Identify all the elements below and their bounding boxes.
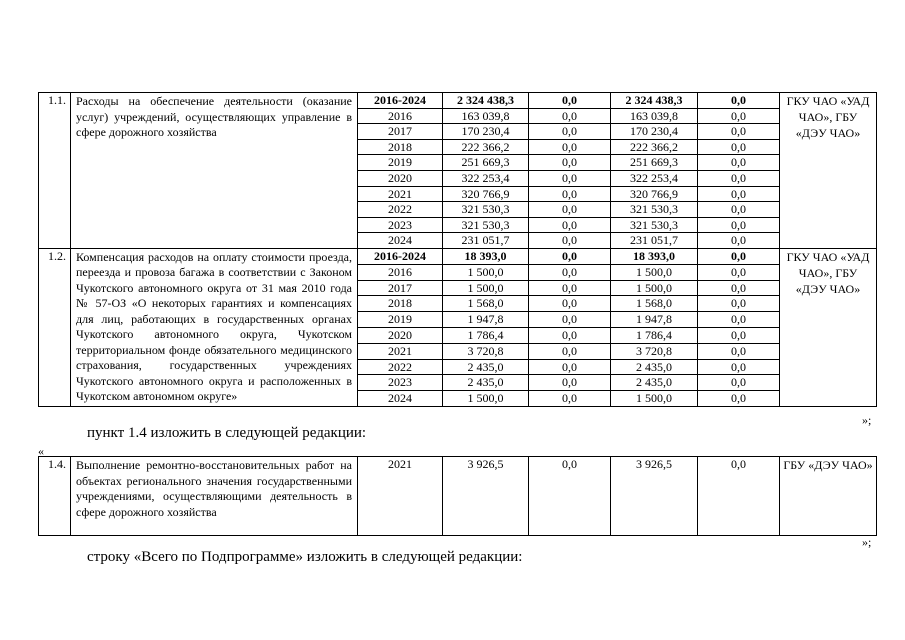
value-cell: 321 530,3	[611, 217, 698, 233]
value-cell: 0,0	[698, 327, 780, 343]
value-cell: 0,0	[698, 343, 780, 359]
year-cell: 2019	[358, 312, 443, 328]
value-cell: 0,0	[529, 343, 611, 359]
year-cell: 2018	[358, 139, 443, 155]
total-cell: 1 568,0	[443, 296, 529, 312]
value-cell: 0,0	[529, 186, 611, 202]
row-description: Компенсация расходов на оплату стоимости проезда, переезда и провоза багажа в соответствии с Законом Чукотского автономного округа от 31 мая 2010 года № 57-ОЗ «О некоторых гарантиях и компенсациях для лиц, работающих в государственных органах Чукотского автономного округа, Чукотском территориальном фонде обязательного медицинского страхования, государственных учреждениях Чукотского автономного округа и расположенных в Чукотском автономном округе»	[71, 248, 358, 406]
year-cell: 2022	[358, 359, 443, 375]
value-cell: 0,0	[529, 217, 611, 233]
value-cell: 0,0	[698, 202, 780, 218]
year-cell: 2023	[358, 375, 443, 391]
table-row	[39, 457, 877, 536]
year-cell: 2024	[358, 391, 443, 407]
year-cell: 2020	[358, 170, 443, 186]
value-cell: 0,0	[698, 375, 780, 391]
total-cell: 1 786,4	[443, 327, 529, 343]
value-cell: 0,0	[698, 296, 780, 312]
year-cell: 2016	[358, 108, 443, 124]
row-description: Расходы на обеспечение деятельности (оказание услуг) учреждений, осуществляющих управление в сфере дорожного хозяйства	[71, 93, 358, 249]
year-cell: 2022	[358, 202, 443, 218]
value-cell: 0,0	[698, 124, 780, 140]
total-cell: 1 500,0	[443, 280, 529, 296]
item-1-4-table	[38, 456, 877, 536]
value-cell: 0,0	[698, 391, 780, 407]
value-cell: 163 039,8	[611, 108, 698, 124]
total-cell: 3 720,8	[443, 343, 529, 359]
value-cell: 0,0	[529, 391, 611, 407]
value-cell: 0,0	[529, 264, 611, 280]
total-cell: 1 500,0	[443, 391, 529, 407]
value-cell: 0,0	[698, 155, 780, 171]
value-cell: 1 500,0	[611, 280, 698, 296]
value-cell: 0,0	[529, 327, 611, 343]
year-cell: 2016-2024	[358, 248, 443, 264]
value-cell: 0,0	[529, 108, 611, 124]
total-cell: 321 530,3	[443, 217, 529, 233]
value-cell: 321 530,3	[611, 202, 698, 218]
value-cell: 0,0	[529, 233, 611, 249]
value-cell: 0,0	[698, 248, 780, 264]
value-cell: 0,0	[529, 359, 611, 375]
value-cell: 1 500,0	[611, 264, 698, 280]
year-cell: 2021	[358, 457, 443, 536]
executor-cell: ГБУ «ДЭУ ЧАО»	[780, 457, 877, 536]
total-cell: 1 500,0	[443, 264, 529, 280]
value-cell: 2 435,0	[611, 375, 698, 391]
year-cell: 2023	[358, 217, 443, 233]
value-cell: 0,0	[529, 312, 611, 328]
year-cell: 2017	[358, 280, 443, 296]
value-cell: 222 366,2	[611, 139, 698, 155]
year-cell: 2018	[358, 296, 443, 312]
value-cell: 2 435,0	[611, 359, 698, 375]
value-cell: 0,0	[529, 170, 611, 186]
value-cell: 2 324 438,3	[611, 93, 698, 109]
value-cell: 0,0	[529, 155, 611, 171]
value-cell: 1 568,0	[611, 296, 698, 312]
executor-cell: ГКУ ЧАО «УАД ЧАО», ГБУ «ДЭУ ЧАО»	[780, 93, 877, 249]
value-cell: 0,0	[529, 139, 611, 155]
closing-quote: »;	[862, 413, 872, 427]
value-cell: 3 926,5	[611, 457, 698, 536]
value-cell: 0,0	[698, 217, 780, 233]
value-cell: 0,0	[698, 264, 780, 280]
year-cell: 2021	[358, 186, 443, 202]
total-cell: 251 669,3	[443, 155, 529, 171]
value-cell: 0,0	[529, 457, 611, 536]
year-cell: 2016	[358, 264, 443, 280]
total-cell: 322 253,4	[443, 170, 529, 186]
value-cell: 0,0	[529, 296, 611, 312]
year-cell: 2020	[358, 327, 443, 343]
value-cell: 18 393,0	[611, 248, 698, 264]
value-cell: 1 947,8	[611, 312, 698, 328]
total-cell: 222 366,2	[443, 139, 529, 155]
closing-quote: »;	[862, 535, 872, 549]
total-cell: 320 766,9	[443, 186, 529, 202]
value-cell: 0,0	[698, 170, 780, 186]
total-cell: 170 230,4	[443, 124, 529, 140]
value-cell: 0,0	[698, 457, 780, 536]
value-cell: 1 500,0	[611, 391, 698, 407]
value-cell: 0,0	[529, 248, 611, 264]
value-cell: 0,0	[698, 139, 780, 155]
value-cell: 0,0	[698, 312, 780, 328]
value-cell: 322 253,4	[611, 170, 698, 186]
total-cell: 2 435,0	[443, 375, 529, 391]
year-cell: 2019	[358, 155, 443, 171]
value-cell: 0,0	[698, 359, 780, 375]
value-cell: 0,0	[698, 108, 780, 124]
value-cell: 231 051,7	[611, 233, 698, 249]
value-cell: 170 230,4	[611, 124, 698, 140]
value-cell: 0,0	[529, 124, 611, 140]
total-cell: 321 530,3	[443, 202, 529, 218]
value-cell: 1 786,4	[611, 327, 698, 343]
row-number: 1.4.	[39, 457, 71, 536]
value-cell: 320 766,9	[611, 186, 698, 202]
value-cell: 0,0	[529, 93, 611, 109]
total-cell: 2 435,0	[443, 359, 529, 375]
value-cell: 0,0	[698, 93, 780, 109]
value-cell: 0,0	[698, 186, 780, 202]
table-row	[39, 248, 877, 264]
year-cell: 2024	[358, 233, 443, 249]
value-cell: 251 669,3	[611, 155, 698, 171]
total-cell: 163 039,8	[443, 108, 529, 124]
total-cell: 2 324 438,3	[443, 93, 529, 109]
opening-quote: «	[38, 444, 44, 458]
year-cell: 2016-2024	[358, 93, 443, 109]
row-number: 1.2.	[39, 248, 71, 406]
total-cell: 1 947,8	[443, 312, 529, 328]
value-cell: 0,0	[698, 233, 780, 249]
row-description: Выполнение ремонтно-восстановительных работ на объектах регионального значения государственными учреждениями, осуществляющими деятельность в сфере дорожного хозяйства	[71, 457, 358, 536]
row-number: 1.1.	[39, 93, 71, 249]
value-cell: 0,0	[698, 280, 780, 296]
value-cell: 3 720,8	[611, 343, 698, 359]
value-cell: 0,0	[529, 280, 611, 296]
paragraph-total-row: строку «Всего по Подпрограмме» изложить в следующей редакции:	[87, 549, 523, 565]
total-cell: 18 393,0	[443, 248, 529, 264]
total-cell: 3 926,5	[443, 457, 529, 536]
executor-cell: ГКУ ЧАО «УАД ЧАО», ГБУ «ДЭУ ЧАО»	[780, 248, 877, 406]
total-cell: 231 051,7	[443, 233, 529, 249]
value-cell: 0,0	[529, 375, 611, 391]
year-cell: 2017	[358, 124, 443, 140]
year-cell: 2021	[358, 343, 443, 359]
subprogram-table	[38, 92, 877, 407]
table-row	[39, 93, 877, 109]
paragraph-item-1-4: пункт 1.4 изложить в следующей редакции:	[87, 425, 367, 441]
value-cell: 0,0	[529, 202, 611, 218]
